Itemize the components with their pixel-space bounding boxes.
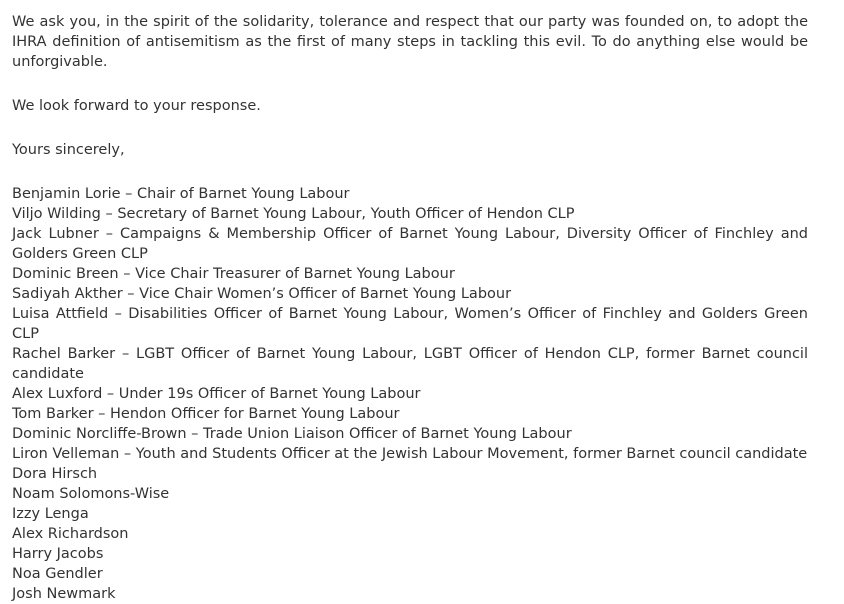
signatory: Dominic Norcliffe-Brown – Trade Union Liaison Officer of Barnet Young Labour: [12, 426, 572, 442]
closing-line: Yours sincerely,: [12, 142, 125, 158]
signatory: Viljo Wilding – Secretary of Barnet Young Labour, Youth Officer of Hendon CLP: [12, 206, 575, 222]
intro-paragraph: We ask you, in the spirit of the solidarity, tolerance and respect that our party was founded on, to adopt the IHRA definition of antisemitism as the first of many steps in tackling this evil. To do anything else would be unforgivable.: [12, 14, 808, 70]
signatory: Izzy Lenga: [12, 506, 89, 522]
signatory: Harry Jacobs: [12, 546, 104, 562]
signatory: Noa Gendler: [12, 566, 103, 582]
signatory: Rachel Barker – LGBT Officer of Barnet Young Labour, LGBT Officer of Hendon CLP, former Barnet council candidate: [12, 346, 808, 382]
signatory: Alex Richardson: [12, 526, 129, 542]
signatory-list: [12, 184, 808, 604]
signatory: Luisa Attfield – Disabilities Officer of Barnet Young Labour, Women’s Officer of Finchley and Golders Green CLP: [12, 306, 808, 342]
letter-body: [12, 12, 808, 604]
signatory: Josh Newmark: [12, 586, 116, 602]
signatory: Jack Lubner – Campaigns & Membership Officer of Barnet Young Labour, Diversity Officer of Finchley and Golders Green CLP: [12, 226, 808, 262]
signatory: Dominic Breen – Vice Chair Treasurer of Barnet Young Labour: [12, 266, 455, 282]
signatory: Benjamin Lorie – Chair of Barnet Young Labour: [12, 186, 350, 202]
signatory: Liron Velleman – Youth and Students Officer at the Jewish Labour Movement, former Barnet council candidate: [12, 446, 808, 462]
signatory: Dora Hirsch: [12, 466, 98, 482]
signatory: Tom Barker – Hendon Officer for Barnet Young Labour: [12, 406, 400, 422]
signatory: Alex Luxford – Under 19s Officer of Barnet Young Labour: [12, 386, 421, 402]
followup-paragraph: We look forward to your response.: [12, 98, 261, 114]
signatory: Sadiyah Akther – Vice Chair Women’s Officer of Barnet Young Labour: [12, 286, 512, 302]
signatory: Noam Solomons-Wise: [12, 486, 170, 502]
